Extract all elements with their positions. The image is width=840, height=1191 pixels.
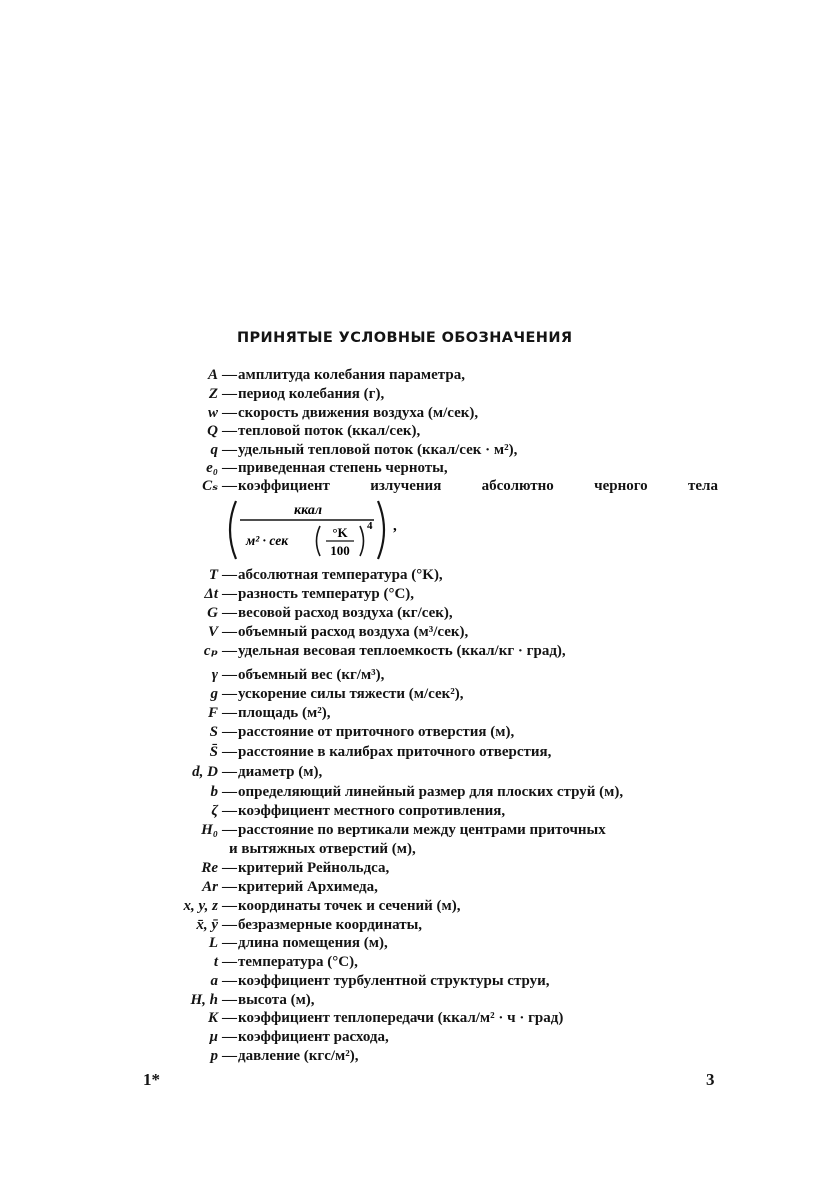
notation-entry — [0, 476, 840, 496]
notation-entry — [0, 458, 840, 478]
notation-entry — [0, 915, 840, 935]
notation-entry — [0, 403, 840, 423]
notation-entry — [0, 782, 840, 802]
notation-symbol: μ — [209, 1029, 218, 1045]
notation-description: расстояние от приточного отверстия (м), — [238, 724, 515, 740]
notation-description: приведенная степень черноты, — [238, 460, 448, 476]
notation-description: объемный расход воздуха (м³/сек), — [238, 624, 469, 640]
em-dash: — — [222, 917, 237, 933]
em-dash: — — [222, 935, 237, 951]
em-dash: — — [222, 954, 237, 970]
em-dash: — — [222, 567, 237, 583]
notation-description: площадь (м²), — [238, 705, 331, 721]
notation-entry — [0, 665, 840, 685]
notation-symbol: e₀ — [206, 460, 218, 476]
description-word: тела — [688, 478, 718, 494]
description-word: коэффициент — [238, 478, 330, 494]
notation-description: абсолютная температура (°K), — [238, 567, 443, 583]
notation-symbol: H₀ — [201, 822, 218, 838]
notation-description: период колебания (г), — [238, 386, 385, 402]
em-dash: — — [222, 705, 237, 721]
notation-description: координаты точек и сечений (м), — [238, 898, 461, 914]
right-small-paren — [360, 526, 364, 556]
notation-entry — [0, 1046, 840, 1066]
notation-entry — [0, 440, 840, 460]
em-dash: — — [222, 1029, 237, 1045]
notation-symbol: d, D — [192, 764, 218, 780]
notation-entry — [0, 1008, 840, 1028]
notation-symbol: Re — [201, 860, 218, 876]
notation-description: удельный тепловой поток (ккал/сек · м²), — [238, 442, 518, 458]
notation-description: высота (м), — [238, 992, 315, 1008]
notation-description: коэффициент теплопередачи (ккал/м² · ч · град) — [238, 1010, 564, 1026]
left-big-paren — [230, 501, 236, 559]
notation-description: безразмерные координаты, — [238, 917, 423, 933]
notation-description: ускорение силы тяжести (м/сек²), — [238, 686, 464, 702]
notation-description: определяющий линейный размер для плоских струй (м), — [238, 784, 624, 800]
notation-entry — [0, 952, 840, 972]
notation-description: коэффициент местного сопротивления, — [238, 803, 506, 819]
description-word: излучения — [370, 478, 442, 494]
em-dash: — — [222, 1010, 237, 1026]
notation-description: критерий Архимеда, — [238, 879, 378, 895]
em-dash: — — [222, 478, 237, 494]
notation-description: амплитуда колебания параметра, — [238, 367, 465, 383]
em-dash: — — [222, 744, 237, 760]
formula-power: 4 — [367, 520, 373, 532]
notation-symbol: Z — [208, 386, 218, 402]
em-dash: — — [222, 764, 237, 780]
notation-symbol: V — [207, 624, 218, 640]
notation-symbol: Ar — [202, 879, 218, 895]
notation-symbol: A — [207, 367, 218, 383]
notation-entry — [0, 1027, 840, 1047]
description-word: абсолютно — [481, 478, 554, 494]
notation-description: тепловой поток (ккал/сек), — [238, 423, 421, 439]
notation-symbol: ζ — [211, 803, 218, 819]
page-number: 3 — [706, 1070, 715, 1089]
em-dash: — — [222, 605, 237, 621]
notation-entry — [0, 641, 840, 661]
em-dash: — — [222, 423, 237, 439]
formula-denom-left: м² · сек — [246, 533, 289, 548]
notation-symbol: Δt — [204, 586, 218, 602]
formula-numerator: ккал — [293, 503, 323, 518]
notation-symbol: L — [208, 935, 218, 951]
page-signature-mark: 1* — [143, 1070, 160, 1089]
notation-description: расстояние в калибрах приточного отверстия, — [238, 744, 552, 760]
notation-entry — [0, 622, 840, 642]
notation-symbol: Q — [207, 423, 218, 439]
notation-entry — [0, 933, 840, 953]
notation-entry — [0, 820, 840, 840]
em-dash: — — [222, 898, 237, 914]
formula-inner-numerator: °K — [332, 525, 348, 540]
em-dash: — — [222, 667, 237, 683]
notation-description: удельная весовая теплоемкость (ккал/кг · град), — [238, 643, 566, 659]
notation-symbol: q — [210, 442, 218, 458]
formula-trailing-comma: , — [393, 518, 397, 534]
notation-description: температура (°C), — [238, 954, 358, 970]
em-dash: — — [222, 386, 237, 402]
notation-entry — [0, 421, 840, 441]
em-dash: — — [222, 586, 237, 602]
notation-description: критерий Рейнольдса, — [238, 860, 390, 876]
notation-symbol: S̄ — [209, 744, 218, 760]
formula-inner-denominator: 100 — [330, 543, 350, 558]
notation-entry — [0, 565, 840, 585]
notation-symbol: cₚ — [203, 643, 218, 659]
em-dash: — — [222, 460, 237, 476]
em-dash: — — [222, 803, 237, 819]
notation-entry — [0, 703, 840, 723]
em-dash: — — [222, 442, 237, 458]
notation-symbol: g — [210, 686, 218, 702]
left-small-paren — [317, 526, 321, 556]
notation-entry — [0, 801, 840, 821]
notation-description: коэффициент расхода, — [238, 1029, 389, 1045]
notation-entry — [0, 684, 840, 704]
em-dash: — — [222, 686, 237, 702]
em-dash: — — [222, 367, 237, 383]
notation-description: коэффициент турбулентной структуры струи, — [238, 973, 550, 989]
notation-entry — [0, 877, 840, 897]
notation-entry — [0, 365, 840, 385]
notation-description: весовой расход воздуха (кг/сек), — [238, 605, 453, 621]
notation-entry — [0, 990, 840, 1010]
notation-entry — [0, 603, 840, 623]
notation-symbol: H, h — [190, 992, 218, 1008]
notation-entry — [0, 742, 840, 762]
notation-description: объемный вес (кг/м³), — [238, 667, 385, 683]
notation-entry — [0, 858, 840, 878]
em-dash: — — [222, 643, 237, 659]
em-dash: — — [222, 992, 237, 1008]
notation-symbol: w — [207, 405, 218, 421]
right-big-paren — [378, 501, 384, 559]
notation-symbol: S — [209, 724, 218, 740]
em-dash: — — [222, 973, 237, 989]
em-dash: — — [222, 879, 237, 895]
em-dash: — — [222, 860, 237, 876]
notation-description: расстояние по вертикали между центрами приточных — [238, 822, 606, 838]
notation-description: скорость движения воздуха (м/сек), — [238, 405, 479, 421]
notation-symbol: T — [208, 567, 218, 583]
notation-symbol: K — [207, 1010, 218, 1026]
notation-symbol: F — [207, 705, 218, 721]
notation-description: длина помещения (м), — [238, 935, 388, 951]
notation-symbol: t — [213, 954, 218, 970]
notation-entry — [0, 722, 840, 742]
notation-entry — [0, 896, 840, 916]
notation-entry — [0, 971, 840, 991]
em-dash: — — [222, 822, 237, 838]
em-dash: — — [222, 624, 237, 640]
notation-entry — [0, 584, 840, 604]
notation-symbol: x, y, z — [183, 898, 218, 914]
em-dash: — — [222, 405, 237, 421]
notation-description: разность температур (°C), — [238, 586, 415, 602]
notation-description — [238, 476, 718, 496]
radiation-coefficient-units-formula — [222, 498, 422, 562]
em-dash: — — [222, 724, 237, 740]
description-word: черного — [594, 478, 648, 494]
notation-description: давление (кгс/м²), — [238, 1048, 359, 1064]
notation-symbol: γ — [211, 667, 218, 683]
notation-entry — [0, 762, 840, 782]
notation-symbol: b — [210, 784, 218, 800]
notation-symbol: G — [207, 605, 218, 621]
notation-description-continuation: и вытяжных отверстий (м), — [229, 841, 416, 857]
em-dash: — — [222, 1048, 237, 1064]
notation-description: диаметр (м), — [238, 764, 323, 780]
notation-symbol: p — [210, 1048, 218, 1064]
notation-symbol: x̄, ȳ — [196, 917, 218, 933]
em-dash: — — [222, 784, 237, 800]
page-title: ПРИНЯТЫЕ УСЛОВНЫЕ ОБОЗНАЧЕНИЯ — [237, 330, 573, 346]
notation-symbol: a — [210, 973, 218, 989]
notation-symbol: Cₛ — [202, 478, 218, 494]
notation-entry — [0, 384, 840, 404]
